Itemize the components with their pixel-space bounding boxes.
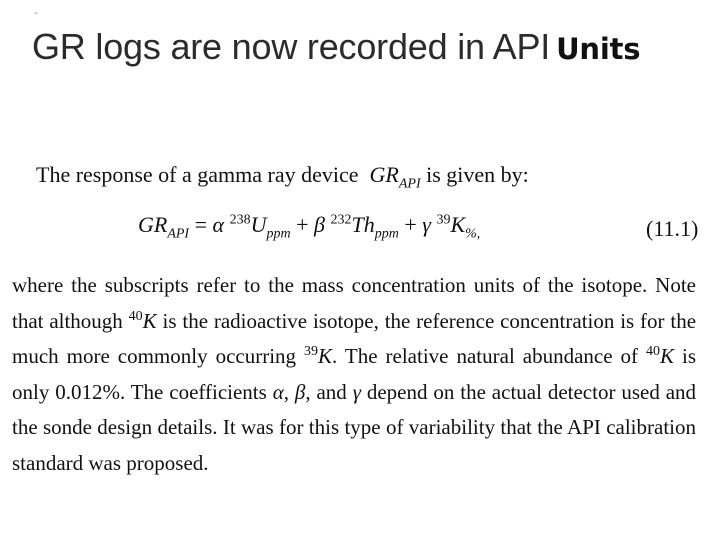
eq-u-mass: 238 [229, 212, 251, 228]
k40b-symbol: K [660, 344, 675, 368]
eq-u-symbol: U [250, 212, 267, 237]
k39-mass: 39 [304, 344, 319, 359]
k40-mass: 40 [128, 308, 143, 324]
corner-mark: - [34, 8, 38, 19]
eq-plus-1: + [296, 212, 309, 237]
eq-beta: β [314, 212, 325, 237]
intro-sentence [36, 162, 529, 192]
intro-suffix: is given by: [426, 162, 529, 187]
para-sep-2: , and [305, 379, 347, 404]
eq-k-sub: %, [465, 226, 481, 242]
k40b-mass: 40 [646, 344, 660, 359]
eq-alpha: α [212, 212, 225, 237]
k40-symbol: K [142, 308, 157, 333]
k39-symbol: K [318, 344, 333, 368]
slide-title [32, 26, 720, 68]
title-main: GR logs are now recorded in API [32, 26, 551, 67]
eq-k-mass: 39 [436, 212, 451, 228]
para-alpha: α [272, 379, 284, 404]
intro-gr: GR [369, 162, 399, 187]
equation-number: (11.1) [646, 216, 699, 241]
eq-u-sub: ppm [266, 226, 291, 242]
para-gamma: γ [352, 379, 361, 404]
para-text-5: depend on the actual detector used and the sonde design details. It was for this type of variability that the API calibration standard was proposed. [12, 379, 697, 475]
para-beta: β [294, 379, 306, 404]
para-text-4: is only 0.012%. The coefficients [12, 344, 697, 404]
title-units: Units [556, 32, 641, 66]
para-sep-1: , [283, 379, 289, 404]
body-paragraph [12, 268, 696, 481]
eq-lhs-sub: API [167, 226, 190, 242]
intro-gr-subscript: API [398, 176, 421, 192]
intro-prefix: The response of a gamma ray device [36, 162, 359, 187]
eq-th-symbol: Th [351, 212, 375, 237]
para-text-1: where the subscripts refer to the mass concentration units of the isotope. Note that although [12, 273, 696, 333]
eq-k-symbol: K [450, 212, 466, 237]
eq-plus-2: + [404, 212, 417, 237]
eq-equals: = [194, 212, 208, 237]
para-text-2: is the radioactive isotope, the reference concentration is for the much more commonly occurring [12, 308, 697, 368]
eq-gamma: γ [422, 212, 431, 237]
para-text-3: . The relative natural abundance of [332, 344, 639, 368]
eq-lhs: GR [138, 212, 168, 237]
eq-th-sub: ppm [374, 226, 399, 242]
eq-th-mass: 232 [330, 212, 352, 228]
equation [138, 212, 688, 242]
